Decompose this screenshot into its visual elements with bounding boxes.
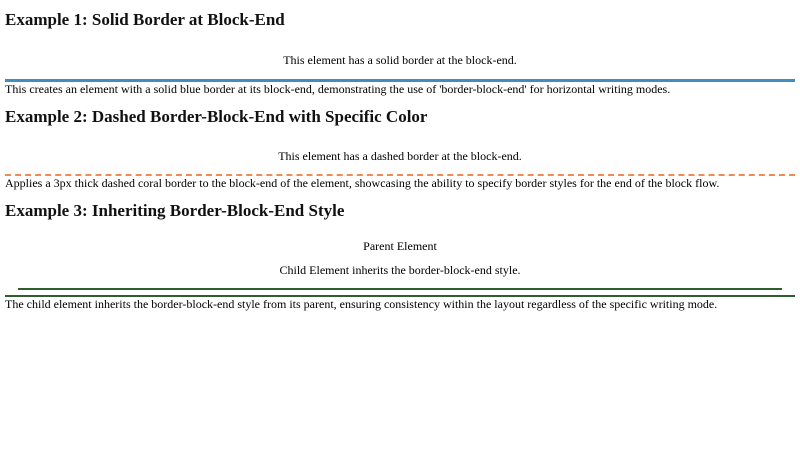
- example-1-description: This creates an element with a solid blue border at its block-end, demonstrating the use of 'border-block-end' for horizontal writing modes.: [5, 82, 671, 96]
- parent-element-text: Parent Element: [363, 239, 437, 253]
- example-3-section: [5, 201, 795, 311]
- example-3-description: The child element inherits the border-block-end style from its parent, ensuring consistency within the layout regardless of the specific writing mode.: [5, 297, 718, 311]
- parent-element-box: [5, 239, 795, 297]
- child-element-box: [18, 263, 782, 290]
- dashed-border-box: [5, 149, 795, 176]
- example-2-description: Applies a 3px thick dashed coral border to the block-end of the element, showcasing the ability to specify border styles for the end of the block flow.: [5, 176, 720, 190]
- example-1-section: [5, 0, 795, 96]
- solid-border-box-text: This element has a solid border at the block-end.: [283, 53, 517, 67]
- example-3-heading: Example 3: Inheriting Border-Block-End Style: [5, 201, 345, 220]
- example-2-heading: Example 2: Dashed Border-Block-End with Specific Color: [5, 107, 428, 126]
- solid-border-box: [5, 53, 795, 82]
- child-element-text: Child Element inherits the border-block-end style.: [279, 263, 521, 277]
- example-1-heading: Example 1: Solid Border at Block-End: [5, 10, 285, 29]
- dashed-border-box-text: This element has a dashed border at the block-end.: [278, 149, 522, 163]
- example-2-section: [5, 107, 795, 190]
